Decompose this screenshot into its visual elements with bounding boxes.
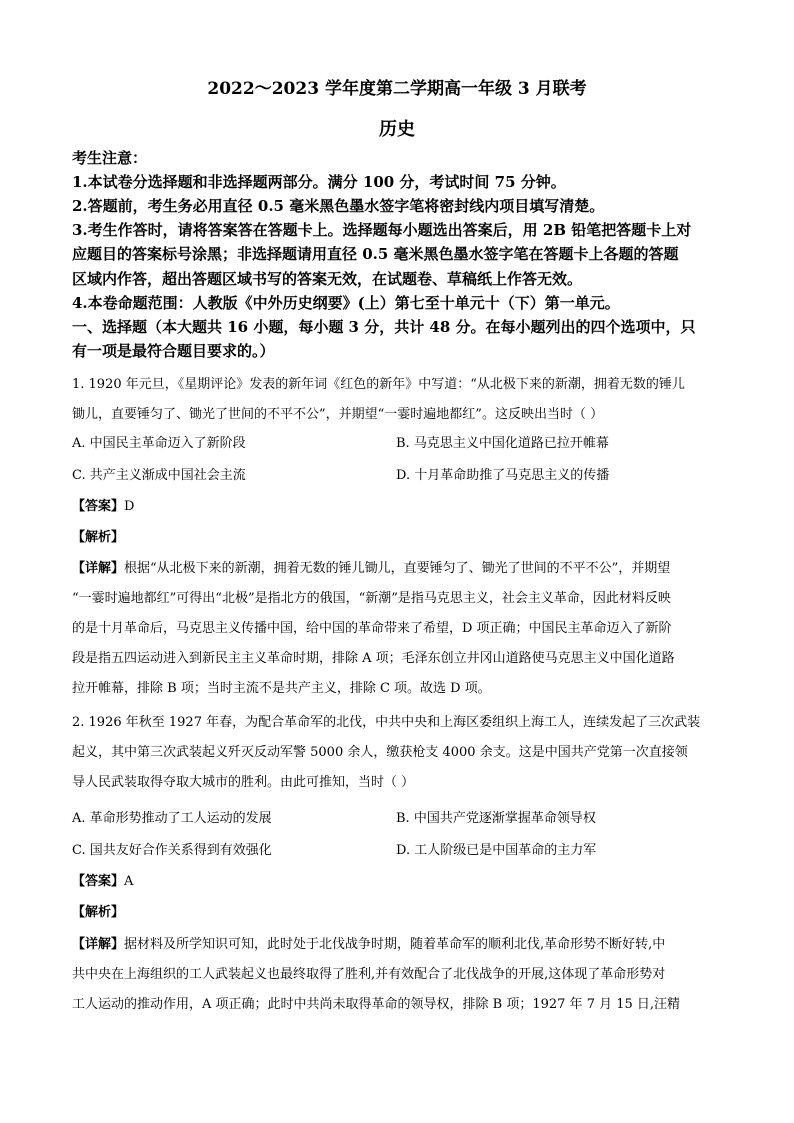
detail-line: 段是指五四运动进入到新民主主义革命时期，排除 A 项；毛泽东创立井冈山道路使马克思主义中国化道路	[72, 651, 675, 666]
question-1-option-a: A. 中国民主革命迈入了新阶段	[72, 436, 246, 451]
notice-item-3-end: 区域内作答，超出答题区域书写的答案无效，在试题卷、草稿纸上作答无效。	[72, 270, 583, 288]
notice-item-2: 2.答题前，考生务必用直径 0.5 毫米黑色墨水签字笔将密封线内项目填写清楚。	[72, 197, 605, 215]
question-1-analysis-label: 【解析】	[72, 530, 125, 545]
answer-value: A	[124, 874, 134, 889]
detail-label: 【详解】	[72, 561, 125, 576]
question-2-stem-line: 导人民武装取得夺取大城市的胜利。由此可推知，当时（ ）	[72, 775, 415, 790]
question-2-stem-line: 2. 1926 年秋至 1927 年春，为配合革命军的北伐，中共中央和上海区委组织上海工人，连续发起了三次武装	[72, 715, 701, 730]
question-2-answer	[72, 872, 133, 892]
section-heading-line-2: 有一项是最符合题目要求的。）	[72, 342, 275, 360]
question-1-option-d: D. 十月革命助推了马克思主义的传播	[396, 468, 610, 483]
subject-title: 历史	[379, 119, 415, 140]
detail-line: 的是十月革命后，马克思主义传播中国，给中国的革命带来了希望，D 项正确；中国民主革命迈入了新阶	[72, 621, 672, 636]
detail-line: 【详解】根据“从北极下来的新潮，拥着无数的锤儿锄儿，直要锤匀了、锄光了世间的不平不公”，并期望	[72, 561, 671, 576]
question-1-stem-line: 锄儿，直要锤匀了、锄光了世间的不平不公”，并期望“一霎时遍地都红”。这反映出当时（ ）	[72, 407, 604, 422]
detail-line: 【详解】据材料及所学知识可知，此时处于北伐战争时期，随着革命军的顺利北伐,革命形势不断好转,中	[72, 937, 666, 952]
question-2-analysis-label: 【解析】	[72, 905, 125, 920]
notice-item-3-cont: 应题目的答案标号涂黑；非选择题请用直径 0.5 毫米黑色墨水签字笔在答题卡上各题的答题	[72, 245, 679, 263]
question-1-option-c: C. 共产主义渐成中国社会主流	[72, 468, 246, 483]
exam-title: 2022～2023 学年度第二学期高一年级 3 月联考	[207, 79, 587, 99]
detail-line: 工人运动的推动作用，A 项正确；此时中共尚未取得革命的领导权，排除 B 项；1927 年 7 月 15 日,汪精	[72, 997, 681, 1012]
question-2-option-d: D. 工人阶级已是中国革命的主力军	[396, 843, 597, 858]
question-2-detail	[72, 930, 726, 1020]
question-1-stem-line: 1. 1920 年元旦，《星期评论》发表的新年词《红色的新年》中写道：“从北极下来的新潮，拥着无数的锤儿	[72, 377, 685, 392]
question-1-option-b: B. 马克思主义中国化道路已拉开帷幕	[396, 436, 609, 451]
detail-line: 拉开帷幕，排除 B 项；当时主流不是共产主义，排除 C 项。故选 D 项。	[72, 681, 491, 696]
answer-label: 【答案】	[72, 874, 125, 889]
question-1-answer	[72, 497, 134, 517]
question-2-option-a: A. 革命形势推动了工人运动的发展	[72, 811, 272, 826]
notice-item-3: 3.考生作答时，请将答案答在答题卡上。选择题每小题选出答案后，用 2B 铅笔把答题卡上对	[72, 221, 692, 239]
detail-line: 共中央在上海组织的工人武装起义也最终取得了胜利,并有效配合了北伐战争的开展,这体现了革命形势对	[72, 967, 666, 982]
notice-item-4: 4.本卷命题范围：人教版《中外历史纲要》(上）第七至十单元十（下）第一单元。	[72, 294, 620, 312]
answer-label: 【答案】	[72, 499, 125, 514]
question-1-stem	[72, 370, 726, 430]
question-2-stem-line: 起义，其中第三次武装起义歼灭反动军警 5000 余人，缴获枪支 4000 余支。这是中国共产党第一次直接领	[72, 745, 688, 760]
answer-value: D	[124, 499, 135, 514]
notice-item-1: 1.本试卷分选择题和非选择题两部分。满分 100 分，考试时间 75 分钟。	[72, 173, 566, 191]
question-2-stem	[72, 708, 726, 798]
section-heading-line-1: 一、选择题（本大题共 16 小题，每小题 3 分，共计 48 分。在每小题列出的四个选项中，只	[72, 318, 696, 336]
detail-label: 【详解】	[72, 937, 125, 952]
detail-line: “一霎时遍地都红”可得出“北极”是指北方的俄国，“新潮”是指马克思主义，社会主义革命，因此材料反映	[72, 591, 671, 606]
question-2-option-c: C. 国共友好合作关系得到有效强化	[72, 843, 272, 858]
question-1-detail	[72, 554, 726, 704]
notice-heading: 考生注意：	[72, 149, 148, 167]
question-2-option-b: B. 中国共产党逐渐掌握革命领导权	[396, 811, 596, 826]
